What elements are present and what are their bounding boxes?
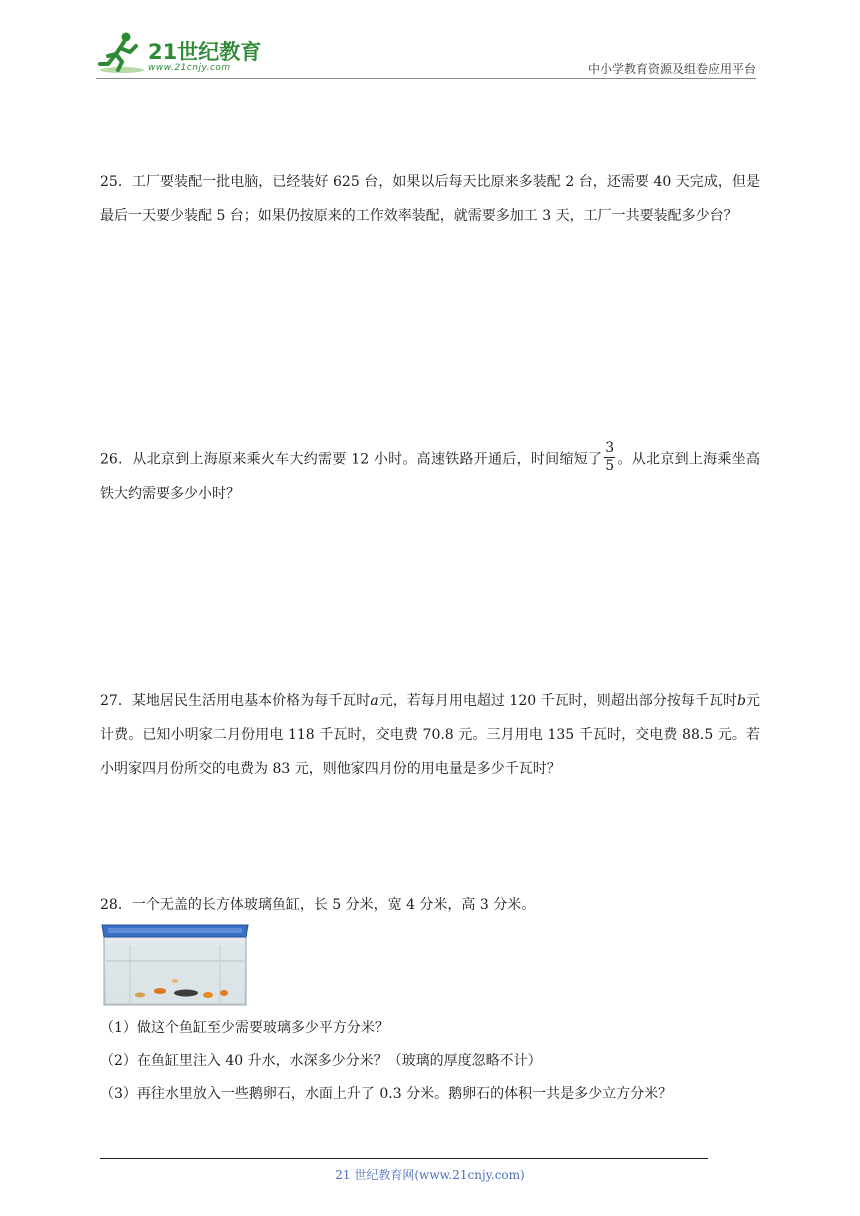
- page-header: [96, 30, 756, 80]
- fish-tank-image: [100, 921, 250, 1007]
- question-28-stem-text: 28．一个无盖的长方体玻璃鱼缸，长 5 分米，宽 4 分米，高 3 分米。: [100, 897, 536, 913]
- logo-url: www.21cnjy.com: [148, 63, 231, 73]
- question-28-part-1: （1）做这个鱼缸至少需要玻璃多少平方分米？: [100, 1020, 389, 1036]
- question-27-text-c: 元计费。已知小明家二月份用电 118 千瓦时，交电费 70.8 元。三月用电 135 千瓦时，交电费 88.5 元。若小明家四月份所交的电费为 83 元，则他家四月份的用电量是多少千瓦时？: [100, 693, 760, 777]
- question-27-text-b: 元，若每月用电超过 120 千瓦时，则超出部分按每千瓦时: [378, 693, 737, 709]
- fraction-numerator: 3: [605, 440, 615, 456]
- site-tagline: 中小学教育资源及组卷应用平台: [587, 62, 756, 76]
- question-26-text-a: 26．从北京到上海原来乘火车大约需要 12 小时。高速铁路开通后，时间缩短了: [100, 451, 603, 468]
- site-logo[interactable]: [96, 30, 266, 76]
- variable-a: a: [370, 693, 379, 709]
- header-divider: [96, 78, 756, 79]
- question-27-text-a: 27．某地居民生活用电基本价格为每千瓦时: [100, 693, 371, 709]
- footer-divider: [100, 1158, 708, 1159]
- question-25: [100, 165, 760, 233]
- question-28-stem: [100, 888, 760, 922]
- fraction-denominator: 5: [605, 458, 615, 474]
- question-28-part-2: （2）在鱼缸里注入 40 升水，水深多少分米？（玻璃的厚度忽略不计）: [100, 1053, 542, 1069]
- variable-b: b: [737, 693, 746, 709]
- fraction-three-fifths: [604, 440, 615, 475]
- logo-name: 21世纪教育: [148, 40, 262, 64]
- question-26-text-b: 。从北京到上海乘坐高铁大约需要多少小时？: [100, 451, 761, 502]
- footer-text[interactable]: 21 世纪教育网(www.21cnjy.com): [335, 1168, 525, 1182]
- question-27: [100, 684, 760, 786]
- runner-logo-icon: [96, 30, 148, 76]
- question-28-part-3: （3）再往水里放入一些鹅卵石，水面上升了 0.3 分米。鹅卵石的体积一共是多少立方分米？: [100, 1086, 673, 1102]
- question-26: [100, 442, 760, 511]
- question-25-text: 25．工厂要装配一批电脑，已经装好 625 台，如果以后每天比原来多装配 2 台，还需要 40 天完成，但是最后一天要少装配 5 台；如果仍按原来的工作效率装配，就需要多加工 3 天，工厂一共要装配多少台？: [100, 174, 760, 224]
